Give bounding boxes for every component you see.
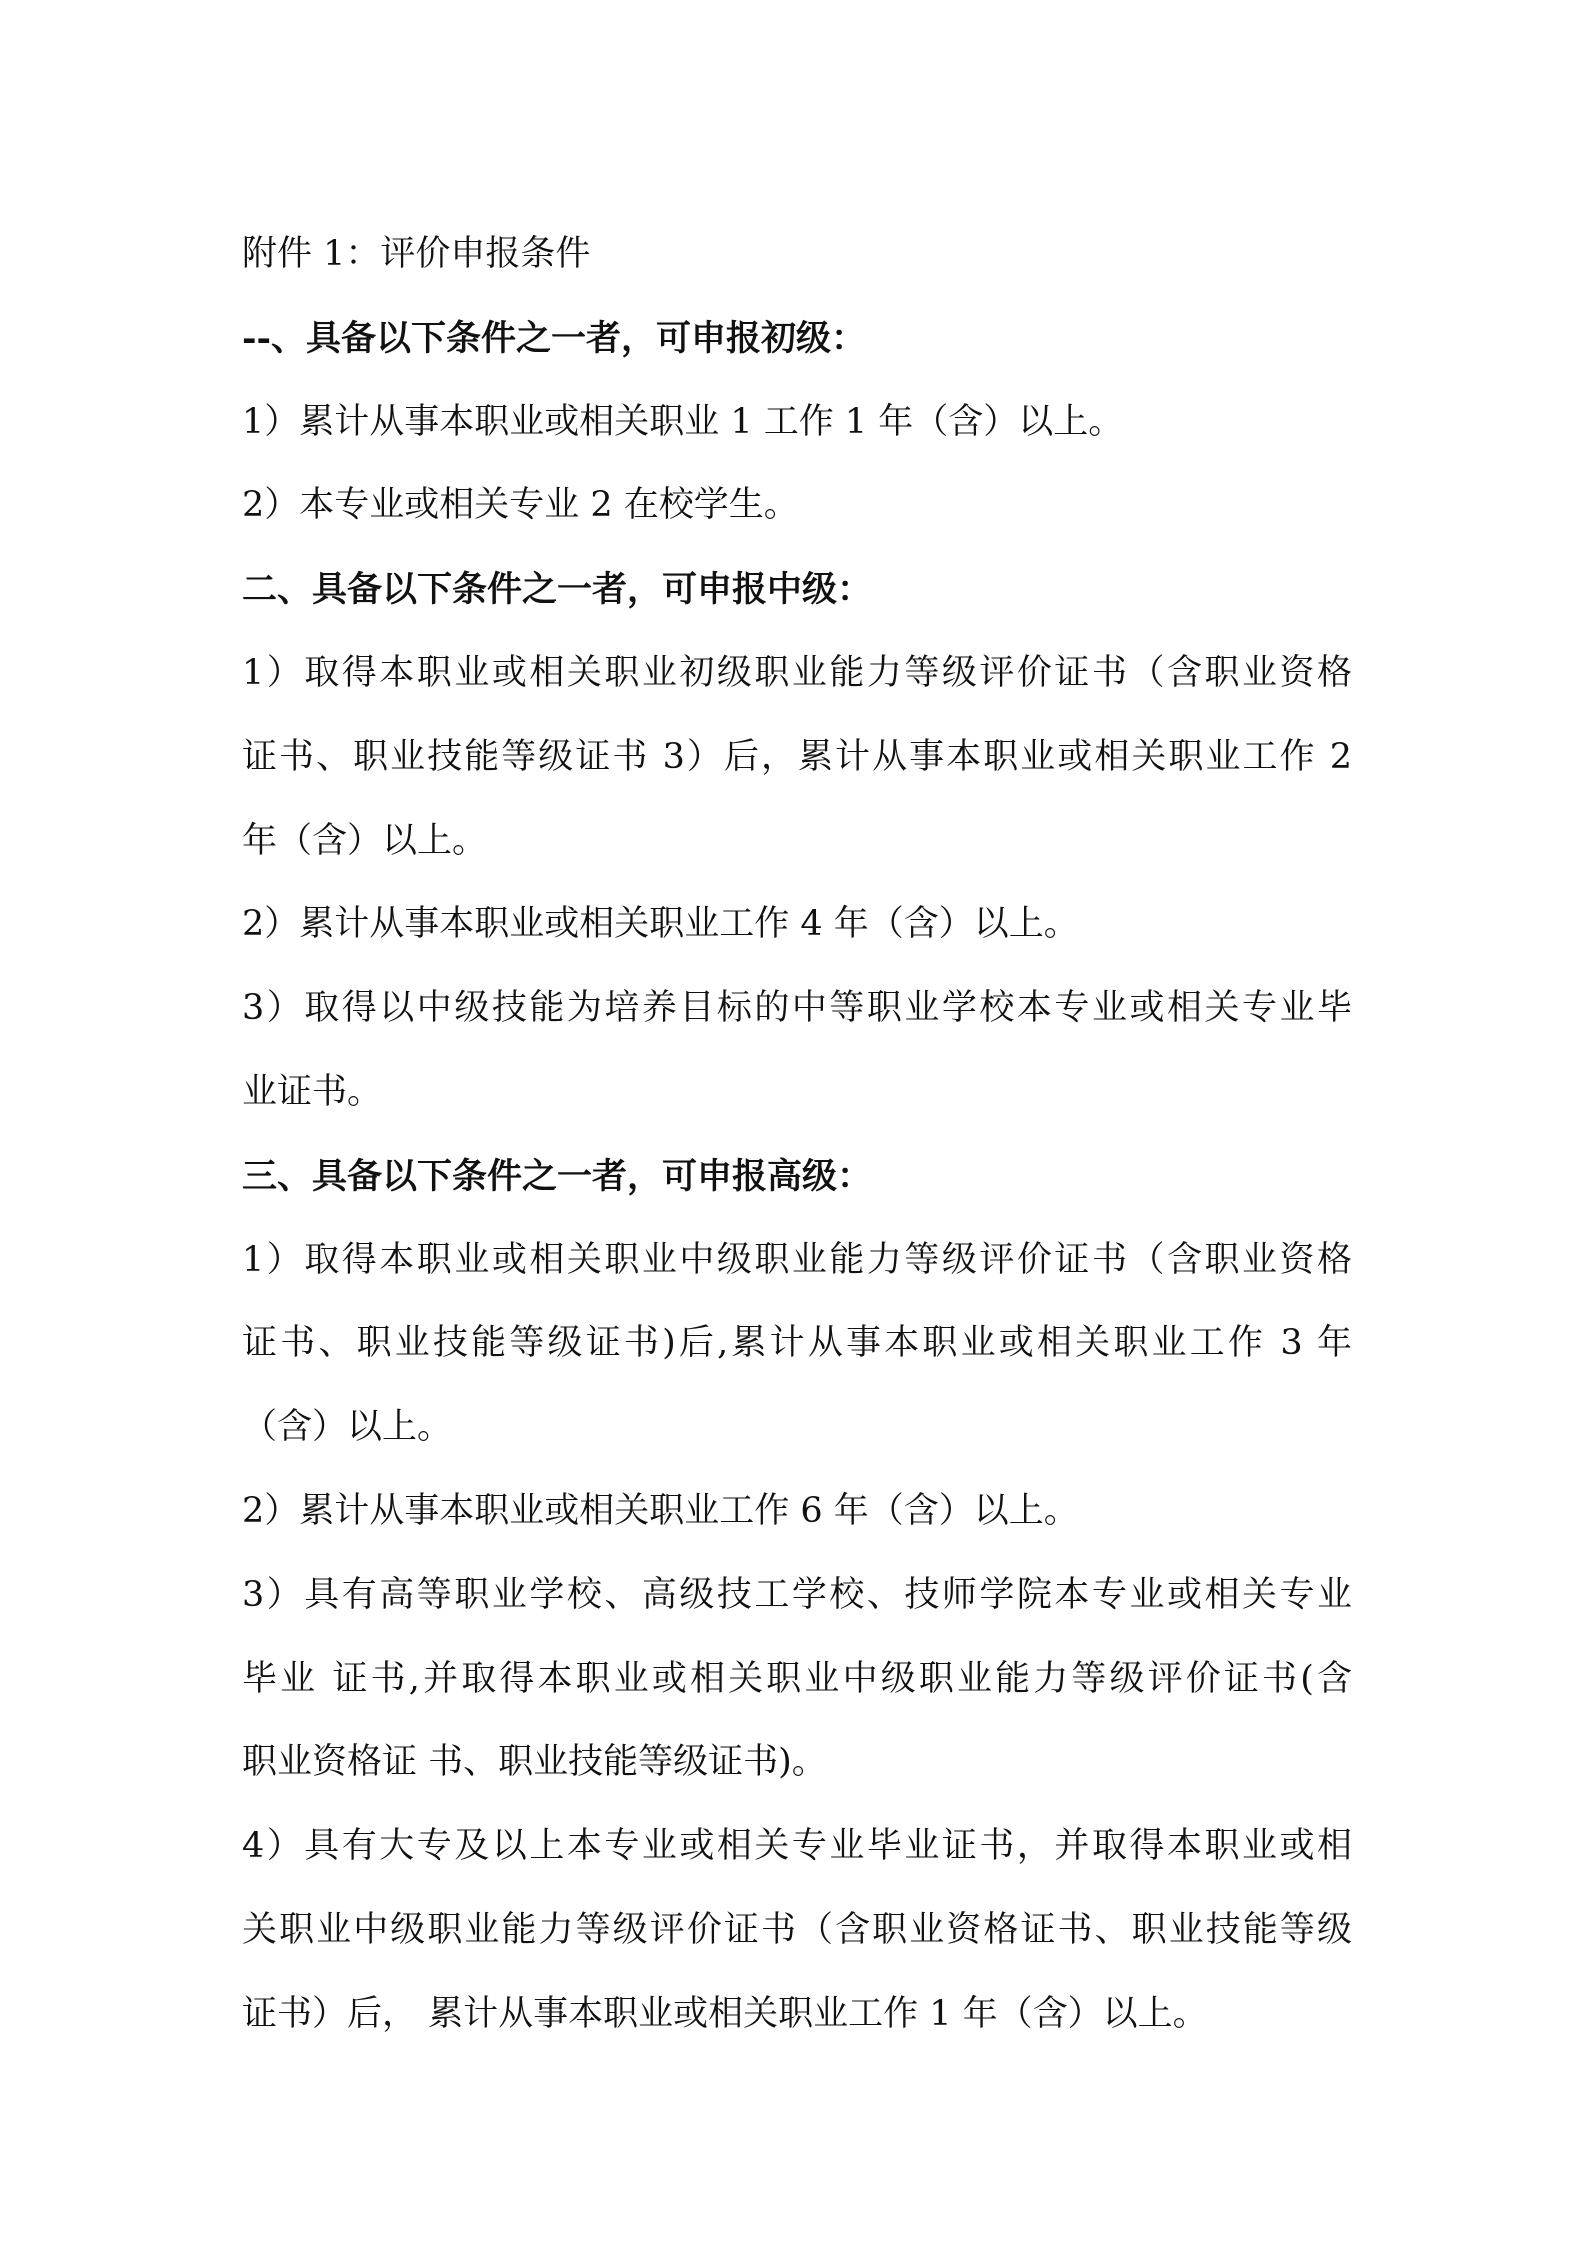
advanced-condition-1-line-1: 1）取得本职业或相关职业中级职业能力等级评价证书（含职业资格 (242, 1239, 1352, 1280)
advanced-condition-2: 2）累计从事本职业或相关职业工作 6 年（含）以上。 (242, 1490, 1079, 1531)
junior-condition-2: 2）本专业或相关专业 2 在校学生。 (242, 485, 799, 526)
advanced-condition-4-line-2: 关职业中级职业能力等级评价证书（含职业资格证书、职业技能等级 (242, 1909, 1352, 1950)
advanced-condition-1-line-3: （含）以上。 (242, 1407, 453, 1448)
intermediate-condition-3-line-2: 业证书。 (242, 1071, 383, 1112)
junior-condition-1: 1）累计从事本职业或相关职业 1 工作 1 年（含）以上。 (242, 401, 1124, 442)
section-heading-advanced: 三、具备以下条件之一者，可申报高级： (242, 1155, 873, 1197)
section-heading-junior: --、具备以下条件之一者，可申报初级： (242, 317, 867, 359)
intermediate-condition-2: 2）累计从事本职业或相关职业工作 4 年（含）以上。 (242, 904, 1079, 945)
intermediate-condition-1-line-3: 年（含）以上。 (242, 820, 488, 861)
advanced-condition-3-line-1: 3）具有高等职业学校、高级技工学校、技师学院本专业或相关专业 (242, 1574, 1352, 1615)
advanced-condition-3-line-2: 毕业 证书,并取得本职业或相关职业中级职业能力等级评价证书(含 (242, 1658, 1352, 1699)
document-title: 附件 1：评价申报条件 (242, 234, 591, 274)
section-heading-intermediate: 二、具备以下条件之一者，可申报中级： (242, 569, 873, 611)
advanced-condition-1-line-2: 证书、职业技能等级证书)后,累计从事本职业或相关职业工作 3 年 (242, 1323, 1352, 1364)
document-page (242, 213, 1352, 2057)
advanced-condition-3-line-3: 职业资格证 书、职业技能等级证书)。 (242, 1742, 827, 1783)
advanced-condition-4-line-1: 4）具有大专及以上本专业或相关专业毕业证书，并取得本职业或相 (242, 1826, 1352, 1867)
intermediate-condition-1-line-1: 1）取得本职业或相关职业初级职业能力等级评价证书（含职业资格 (242, 652, 1352, 693)
advanced-condition-4-line-3: 证书）后， 累计从事本职业或相关职业工作 1 年（含）以上。 (242, 1993, 1208, 2034)
intermediate-condition-3-line-1: 3）取得以中级技能为培养目标的中等职业学校本专业或相关专业毕 (242, 988, 1352, 1029)
intermediate-condition-1-line-2: 证书、职业技能等级证书 3）后，累计从事本职业或相关职业工作 2 (242, 736, 1352, 777)
